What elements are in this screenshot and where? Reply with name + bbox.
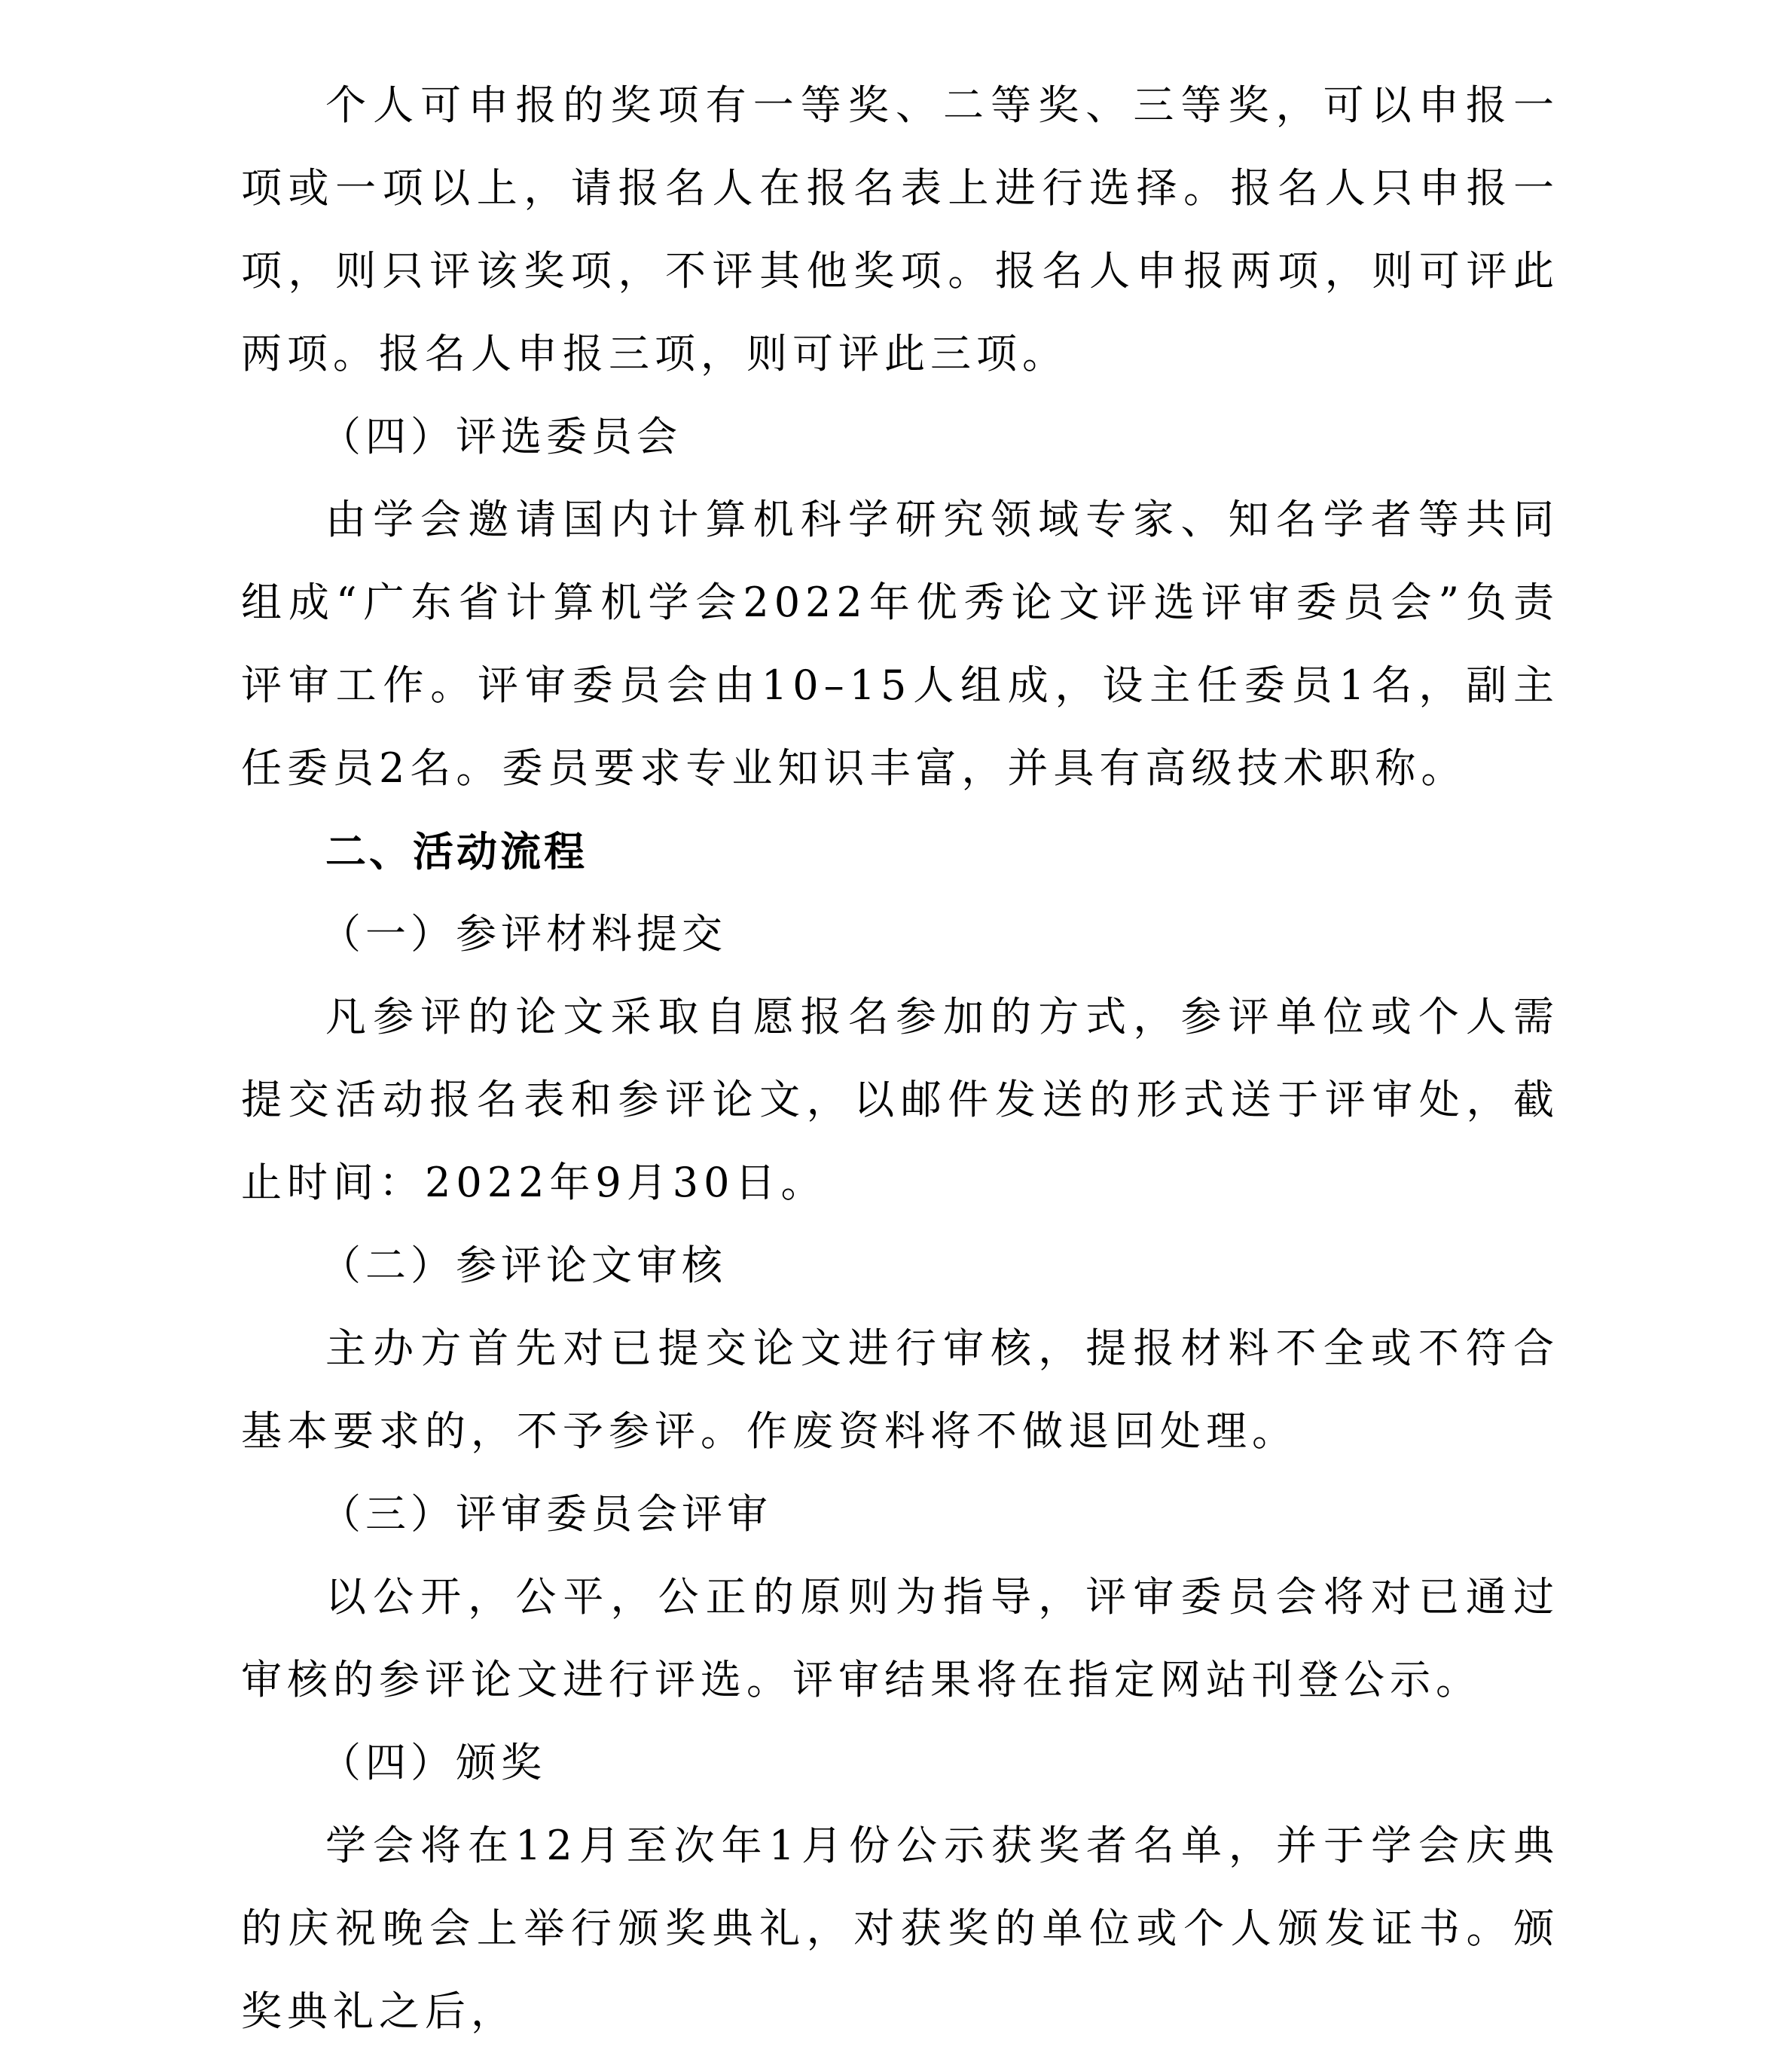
paragraph-award-ceremony-details: 学会将在12月至次年1月份公示获奖者名单，并于学会庆典的庆祝晚会上举行颁奖典礼，对获奖的单位或个人颁发证书。颁奖典礼之后， xyxy=(241,1822,1559,2035)
paragraph-submission-details: 凡参评的论文采取自愿报名参加的方式，参评单位或个人需提交活动报名表和参评论文，以邮件发送的形式送于评审处，截止时间：2022年9月30日。 xyxy=(241,993,1559,1206)
subheading-committee-evaluation: （三）评审委员会评审 xyxy=(320,1490,772,1538)
subheading-paper-review: （二）参评论文审核 xyxy=(320,1242,727,1289)
section-heading-activity-process: 二、活动流程 xyxy=(325,827,588,875)
subheading-review-committee: （四）评选委员会 xyxy=(320,413,682,460)
paragraph-committee-evaluation-details: 以公开，公平，公正的原则为指导，评审委员会将对已通过审核的参评论文进行评选。评审结果将在指定网站刊登公示。 xyxy=(241,1573,1559,1703)
paragraph-paper-review-details: 主办方首先对已提交论文进行审核，提报材料不全或不符合基本要求的，不予参评。作废资料将不做退回处理。 xyxy=(241,1324,1559,1455)
document-page xyxy=(241,64,1559,2053)
subheading-submission: （一）参评材料提交 xyxy=(320,910,727,958)
paragraph-award-options: 个人可申报的奖项有一等奖、二等奖、三等奖，可以申报一项或一项以上，请报名人在报名表上进行选择。报名人只申报一项，则只评该奖项，不评其他奖项。报名人申报两项，则可评此两项。报名人申报三项，则可评此三项。 xyxy=(241,81,1559,377)
paragraph-committee-composition: 由学会邀请国内计算机科学研究领域专家、知名学者等共同组成“广东省计算机学会2022年优秀论文评选评审委员会”负责评审工作。评审委员会由10–15人组成，设主任委员1名，副主任委员2名。委员要求专业知识丰富，并具有高级技术职称。 xyxy=(241,496,1559,792)
subheading-award-ceremony: （四）颁奖 xyxy=(320,1739,546,1786)
